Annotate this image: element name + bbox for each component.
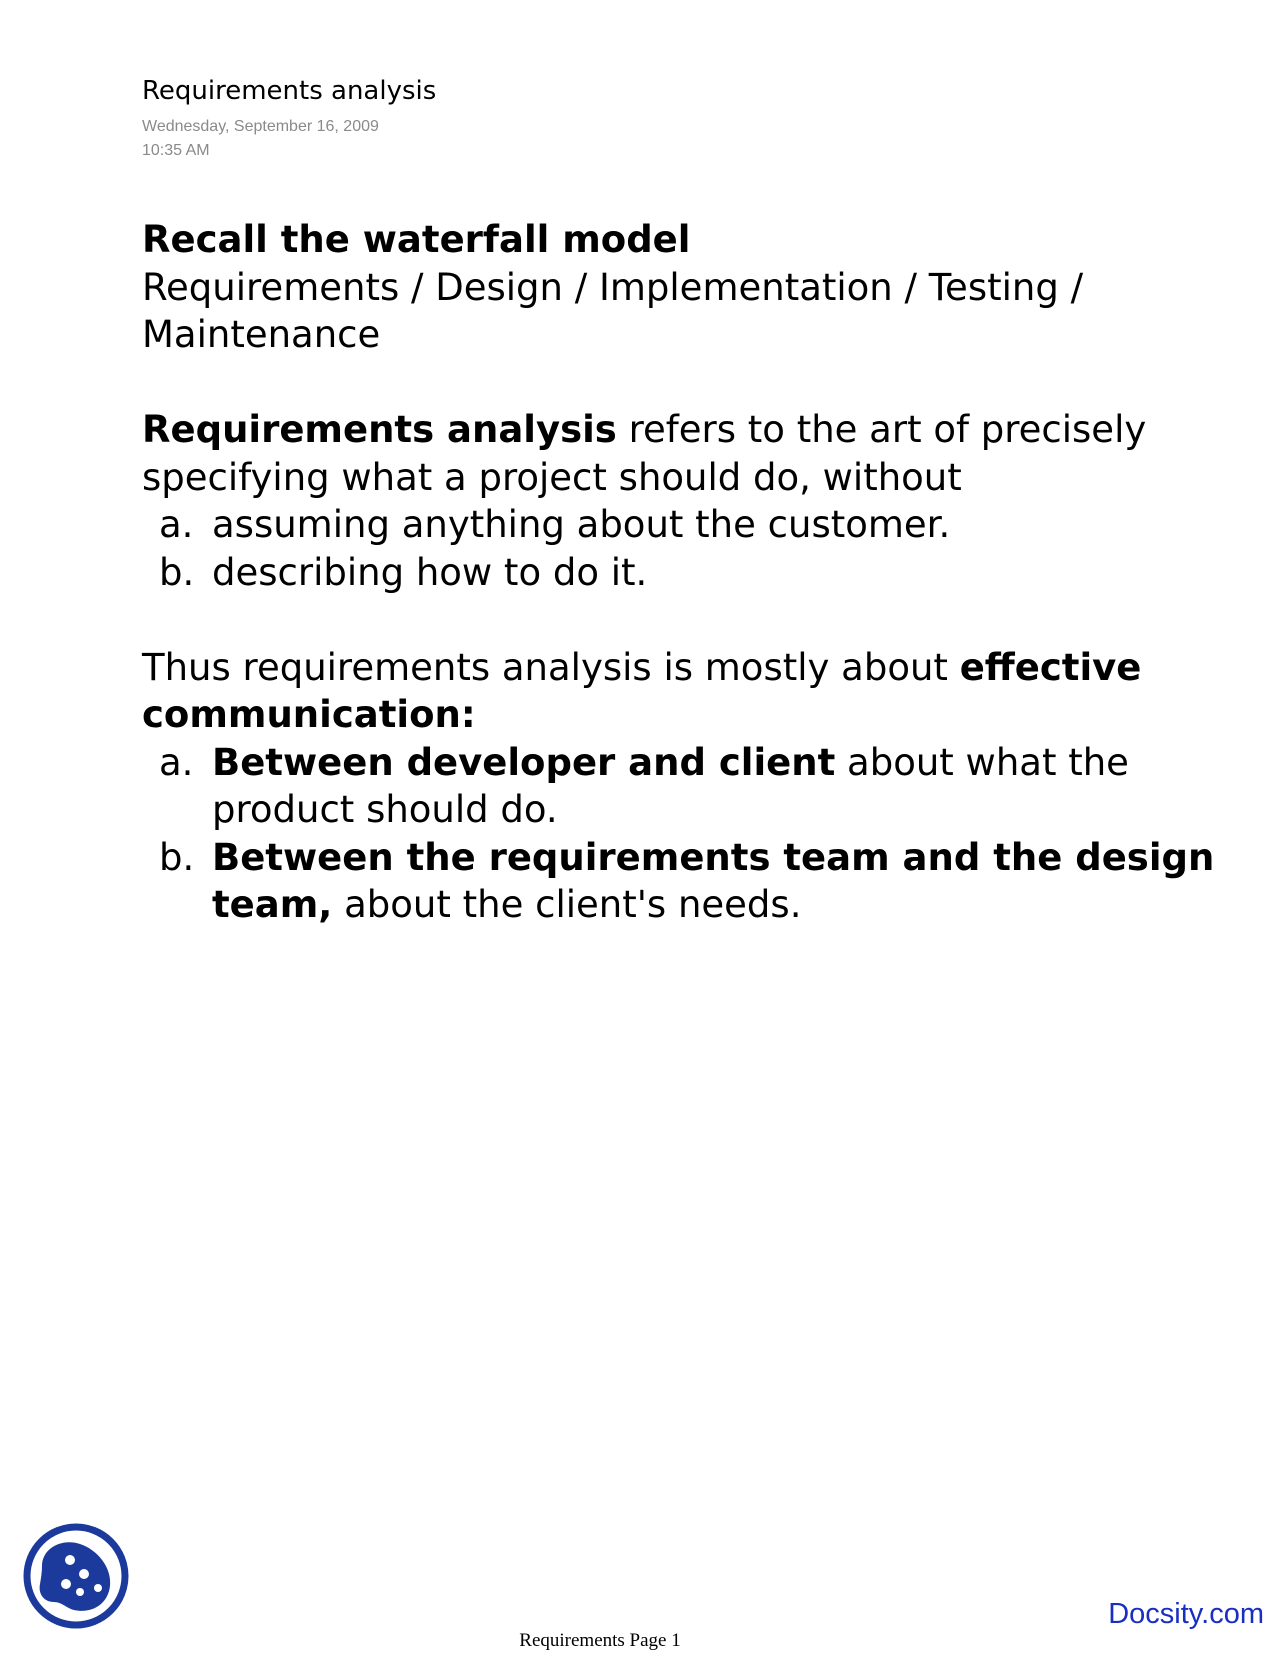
thus-bold-2: communication:	[142, 693, 476, 736]
list-marker: a.	[159, 503, 194, 546]
list-marker: a.	[159, 740, 194, 784]
list-item-bold: Between developer and client	[212, 740, 836, 784]
list-item	[142, 739, 1262, 834]
list-item-bold: Between the requirements team and the design team,	[212, 835, 1215, 926]
definition-text: refers to the art of precisely	[616, 408, 1147, 451]
thus-bold-1: effective	[959, 645, 1142, 689]
docsity-logo-icon	[22, 1522, 130, 1630]
list-item-text: assuming anything about the customer.	[212, 503, 951, 546]
definition-paragraph	[142, 406, 1262, 454]
thus-paragraph	[142, 644, 1262, 692]
waterfall-line-2: Maintenance	[142, 313, 381, 356]
docsity-brand[interactable]: Docsity.com	[1108, 1598, 1264, 1630]
list-item	[142, 834, 1262, 929]
list-item	[142, 501, 1262, 549]
page-footer: Requirements Page 1	[519, 1630, 681, 1651]
list-item-text: about the client's needs.	[332, 883, 802, 926]
section-heading: Recall the waterfall model	[142, 218, 691, 261]
list-item-text: describing how to do it.	[212, 550, 648, 594]
list-marker: b.	[159, 835, 195, 879]
page-title: Requirements analysis	[142, 76, 437, 106]
list-item-text: about what the product should do.	[212, 740, 1129, 831]
thus-text: Thus requirements analysis is mostly about	[142, 645, 960, 689]
definition-term: Requirements analysis	[142, 408, 617, 451]
list-item	[142, 549, 1262, 597]
definition-line-2: specifying what a project should do, without	[142, 455, 962, 499]
note-date: Wednesday, September 16, 2009	[142, 118, 379, 135]
list-marker: b.	[159, 550, 195, 594]
note-time: 10:35 AM	[142, 142, 210, 159]
note-body	[142, 216, 1262, 929]
waterfall-line-1: Requirements / Design / Implementation / Testing /	[142, 265, 1084, 309]
